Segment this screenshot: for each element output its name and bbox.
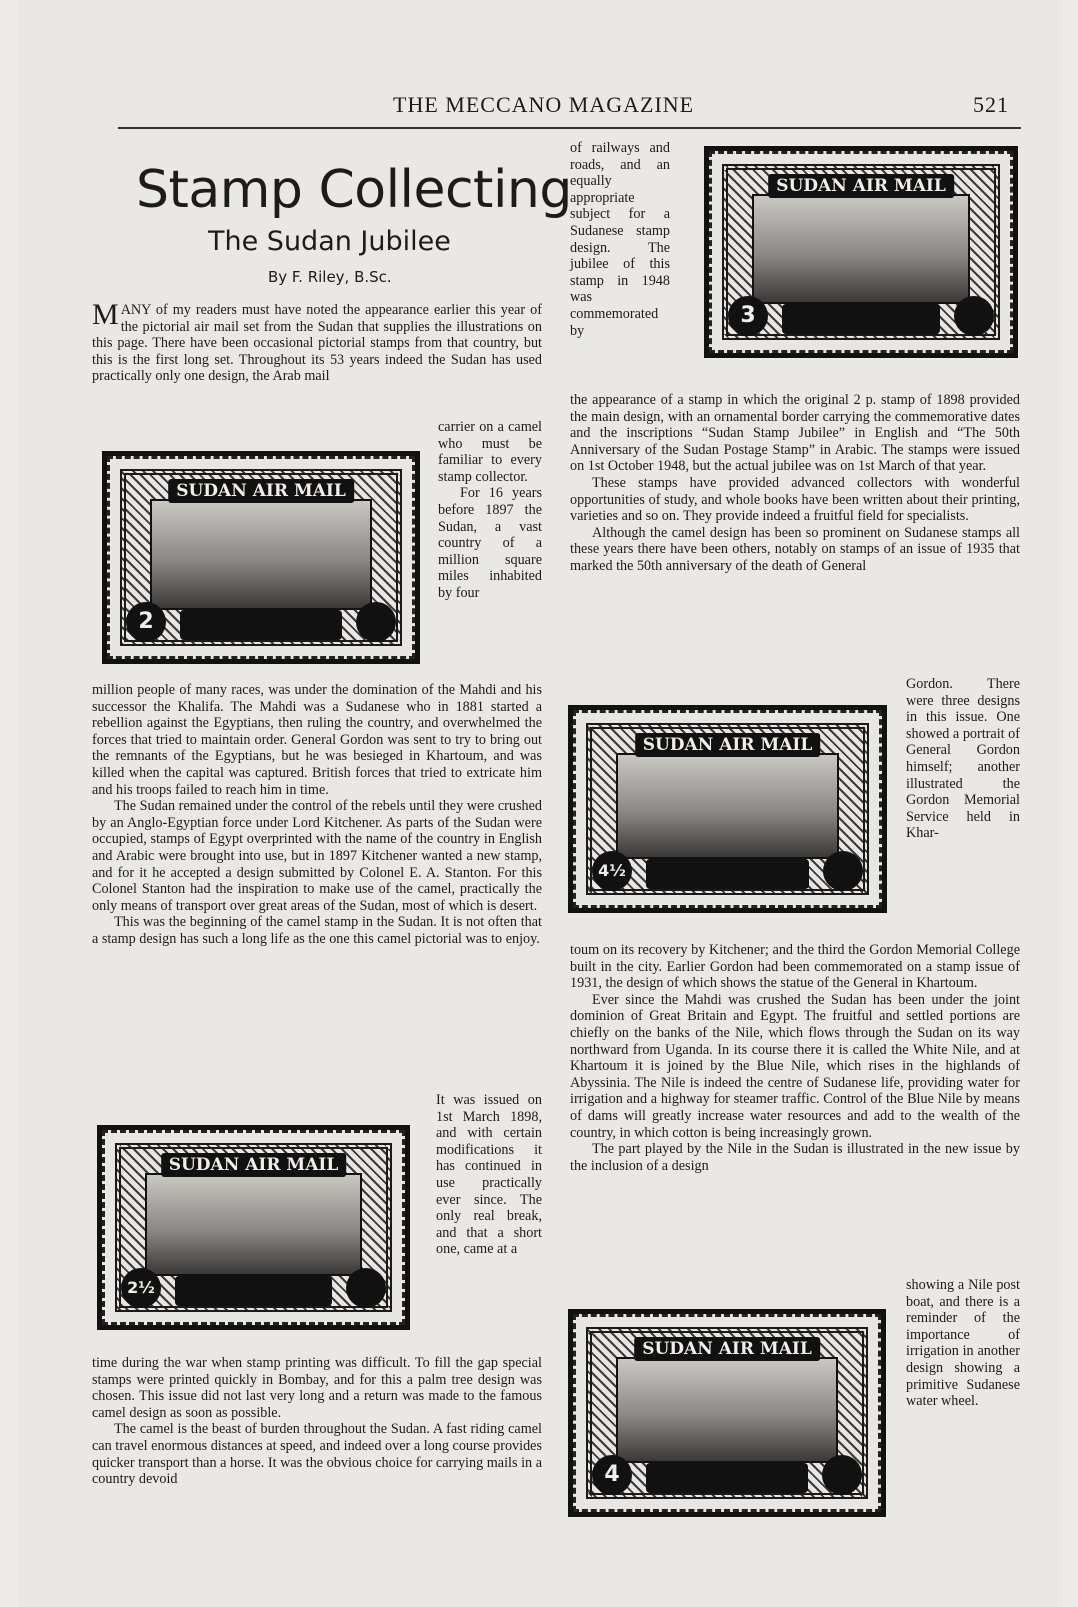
stamp-value: 3 — [728, 296, 768, 336]
col2-wrap-3 — [906, 1277, 1020, 1410]
arabic-inscription — [175, 1276, 332, 1306]
arabic-inscription — [782, 304, 940, 334]
stamp-3pt-water-wheel — [704, 146, 1018, 358]
arabic-inscription — [646, 1463, 808, 1493]
stamp-picture — [616, 1357, 838, 1463]
arabic-value-roundel — [823, 851, 863, 891]
col2-middle — [570, 942, 1020, 1174]
magazine-title: THE MECCANO MAGAZINE — [393, 92, 695, 117]
paragraph: The camel is the beast of burden throughout the Sudan. A fast riding camel can travel enormous distances at speed, and indeed over a long course provides quicker transport than a horse. It was the obvious choice for carrying mails in a country devoid — [92, 1421, 542, 1488]
stamp-picture — [145, 1173, 362, 1276]
stamp-value: 4½ — [592, 851, 632, 891]
paragraph: million people of many races, was under the domination of the Mahdi and his successor the Khalifa. The Mahdi was a Sudanese who in 1881 started a rebellion against the Egyptians, then ruling the country, and overwhelmed the forces that tried to maintain order. General Gordon was sent to try to bring out the remnants of the Egyptians, but he was besieged in Khartoum, and was killed when the capital was captured. British forces that tried to extricate him and his troops failed to reach him in time. — [92, 682, 542, 798]
stamp-label: SUDAN AIR MAIL — [635, 733, 821, 757]
paragraph: These stamps have provided advanced collectors with wonderful opportunities of study, and whole books have been written about their printing, varieties and so on. They provide indeed a fruitful field for specialists. — [570, 474, 1020, 525]
paragraph: The Sudan remained under the control of the rebels until they were crushed by an Anglo-Egyptian force under Lord Kitchener. As parts of the Sudan were occupied, stamps of Egypt overprinted with the name of the country in English and Arabic were brought into use, but in 1897 Kitchener wanted a new stamp, and for it he accepted a design submitted by Colonel E. A. Stanton. For this Colonel Stanton had the inspiration to make use of the camel, practically the only means of transport over great areas of the Sudan, most of which is desert. — [92, 798, 542, 914]
paragraph: Ever since the Mahdi was crushed the Sudan has been under the joint dominion of Great Britain and Egypt. The fruitful and settled portions are chiefly on the banks of the Nile, which flows through the Sudan on its way northward from Uganda. In its course there it is called the White Nile, and at Khartoum it is joined by the Blue Nile, which rises in the highlands of Abyssinia. The Nile is indeed the centre of Sudanese life, providing water for irrigation and a highway for steamer traffic. Control of the Blue Nile by means of dams will greatly increase water resources and add to the wealth of the country, in which cotton is being increasingly grown. — [570, 991, 1020, 1141]
arabic-value-roundel — [822, 1455, 862, 1495]
article-title: Stamp Collecting — [136, 160, 572, 220]
col1-end — [92, 1355, 542, 1488]
col1-wrap-1 — [438, 419, 542, 602]
stamp-label: SUDAN AIR MAIL — [768, 174, 954, 198]
col2-main — [570, 392, 1020, 575]
col1-intro — [92, 298, 542, 385]
drop-cap: M — [92, 298, 119, 331]
col1-main — [92, 682, 542, 948]
paragraph: Gordon. There were three designs in this issue. One showed a portrait of General Gordon himself; another illustrated the Gordon Memorial Service held in Khar- — [906, 676, 1020, 842]
header-rule — [118, 127, 1021, 129]
col2-wrap-1 — [570, 140, 670, 339]
stamp-label: SUDAN AIR MAIL — [168, 479, 354, 503]
paragraph: Although the camel design has been so prominent on Sudanese stamps all these years there have been others, notably on stamps of an issue of 1935 that marked the 50th anniversary of the death of General — [570, 524, 1020, 574]
stamp-value: 2 — [126, 602, 166, 642]
stamp-2pt-bridge — [102, 451, 420, 664]
paragraph: The part played by the Nile in the Sudan is illustrated in the new issue by the inclusion of a design — [570, 1141, 1020, 1174]
arabic-value-roundel — [356, 602, 396, 642]
paragraph: This was the beginning of the camel stamp in the Sudan. It is not often that a stamp design has such a long life as the one this camel pictorial was to enjoy. — [92, 914, 542, 947]
arabic-inscription — [180, 610, 342, 640]
paragraph: time during the war when stamp printing was difficult. To fill the gap special stamps were printed quickly in Bombay, and for this a palm tree design was chosen. This issue did not last very long and a return was made to the famous camel design as soon as possible. — [92, 1355, 542, 1421]
col2-wrap-2 — [906, 676, 1020, 842]
stamp-value: 2½ — [121, 1268, 161, 1308]
paragraph: showing a Nile post boat, and there is a reminder of the importance of irrigation in another design showing a primitive Sudanese water wheel. — [906, 1277, 1020, 1410]
stamp-picture — [752, 194, 970, 304]
magazine-page — [18, 0, 1060, 1607]
stamp-label: SUDAN AIR MAIL — [161, 1153, 347, 1177]
stamp-label: SUDAN AIR MAIL — [634, 1337, 820, 1361]
paragraph: MANY of my readers must have noted the appearance earlier this year of the pictorial air mail set from the Sudan that supplies the illustrations on this page. There have been occasional pictorial stamps from that country, but this is the first long set. Throughout its 53 years indeed the Sudan has used practically only one design, the Arab mail — [92, 298, 542, 385]
article-byline: By F. Riley, B.Sc. — [268, 268, 392, 286]
article-subtitle: The Sudan Jubilee — [208, 226, 451, 257]
arabic-value-roundel — [954, 296, 994, 336]
paragraph: toum on its recovery by Kitchener; and the third the Gordon Memorial College built in the city. Earlier Gordon had been commemorated on a stamp issue of 1931, the design of which shows the statue of the General in Khartoum. — [570, 942, 1020, 992]
paragraph: It was issued on 1st March 1898, and with certain modifications it has continued in use practically ever since. The only real break, and that a short one, came at a — [436, 1092, 542, 1258]
arabic-inscription — [646, 859, 809, 889]
paragraph: of railways and roads, and an equally appropriate subject for a Sudanese stamp design. The jubilee of this stamp in 1948 was commemorated by — [570, 140, 670, 339]
paragraph: carrier on a camel who must be familiar to every stamp collector. — [438, 419, 542, 485]
stamp-value: 4 — [592, 1455, 632, 1495]
stamp-picture — [616, 753, 839, 859]
stamp-4pt-gordon-college — [568, 1309, 886, 1517]
col1-wrap-2 — [436, 1092, 542, 1258]
paragraph: For 16 years before 1897 the Sudan, a vast country of a million square miles inhabited by four — [438, 485, 542, 601]
paragraph: the appearance of a stamp in which the original 2 p. stamp of 1898 provided the main design, with an ornamental border carrying the commemorative dates and the inscriptions “Sudan Stamp Jubilee” in English and “The 50th Anniversary of the Sudan Postage Stamp” in Arabic. The stamps were issued on 1st October 1948, but the actual jubilee was on 1st March of that year. — [570, 392, 1020, 475]
stamp-picture — [150, 499, 372, 610]
stamp-2half-mountains — [97, 1125, 410, 1330]
arabic-value-roundel — [346, 1268, 386, 1308]
stamp-4half-post-boat — [568, 705, 887, 913]
page-number: 521 — [973, 92, 1009, 117]
